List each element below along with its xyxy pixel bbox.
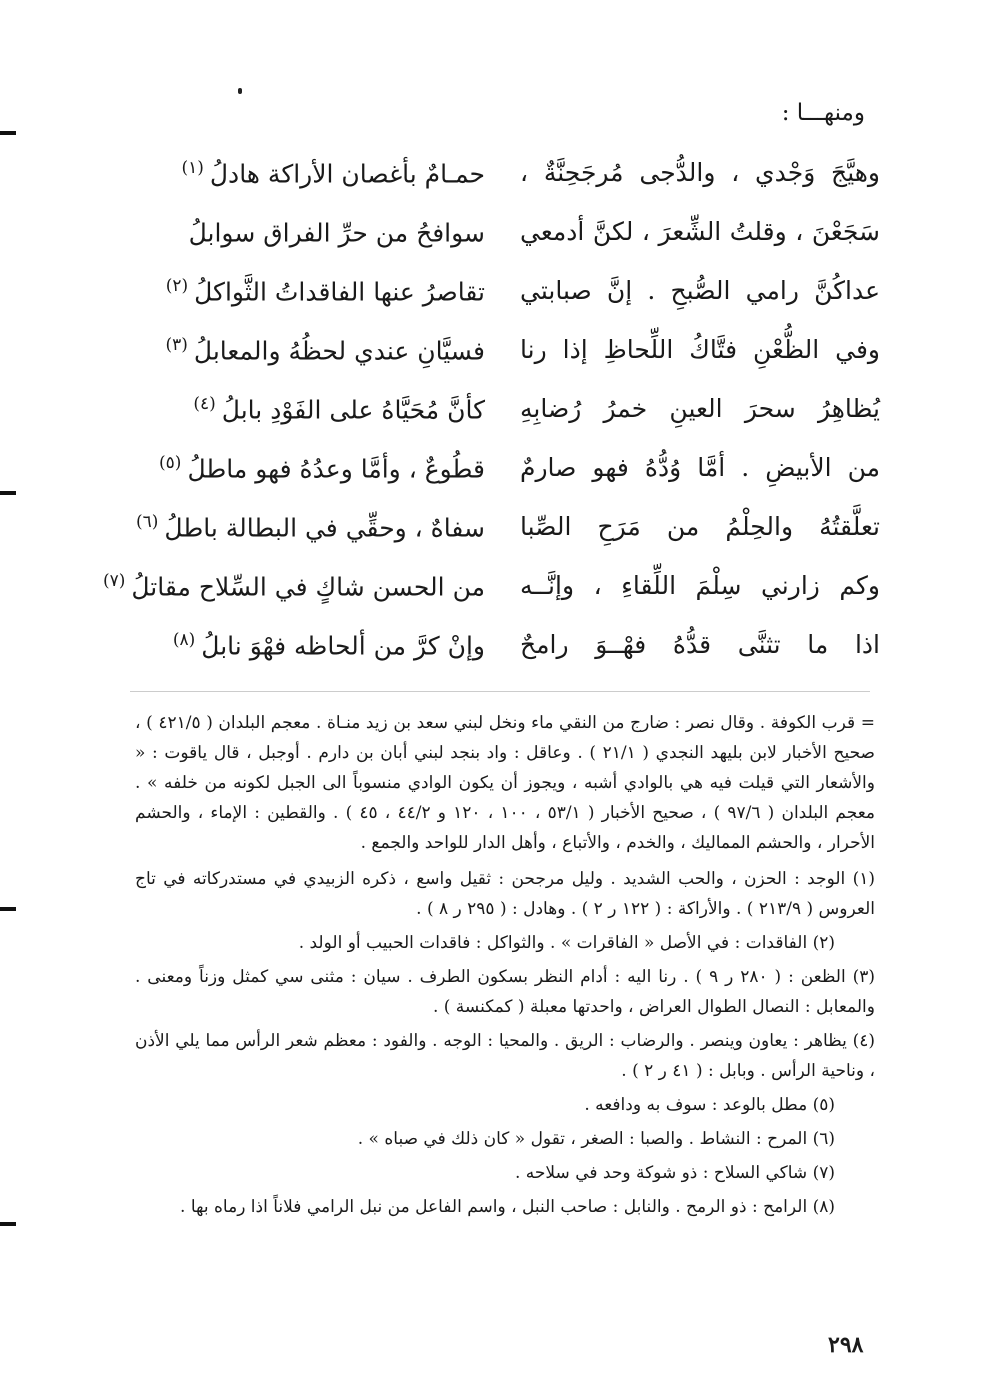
- footnote-ref: (٦): [136, 512, 159, 532]
- verse-text: سفاهٌ ، وحقِّي في البطالة باطلُ: [164, 513, 485, 543]
- verse-first-hemistich: تعلَّقتُهُ والحِلْمُ من مَرَحِ الصِّبا: [520, 512, 880, 541]
- footnote-continued: = قرب الكوفة . وقال نصر : ضارج من النقي ماء ونخل لبني سعد بن زيد منـاة . معجم البلدان ( ٤٢١/٥ ) ، صحيح الأخبار لابن بليهد النجدي ( ٢١/١ ) . وعاقل : واد بنجد لبني أبان بن دارم . أوجبل ، قال ياقوت : « والأشعار التي قيلت فيه هي بالوادي أشبه ، ويجوز أن يكون الوادي منسوباً الى الجبل لكونه من خلفه » . معجم البلدان ( ٩٧/٦ ) ، صحيح الأخبار ( ٥٣/١ ، ١٠٠ ، ١٢٠ و ٤٤/٢ ، ٤٥ ) . والقطين : الإماء ، والحشم الأحرار ، والحشم المماليك ، والخدم ، والأتباع ، وأهل الدار للواحد والجمع .: [135, 713, 876, 853]
- verse-first-hemistich: اذا ما تثنَّى قدُّهُ فهْــوَ رامحٌ: [520, 630, 880, 659]
- footnote-divider: [130, 691, 870, 692]
- verse-line: [100, 327, 880, 386]
- verse-text: تقاصرُ عنها الفاقداتُ الثَّواكلُ: [194, 277, 485, 307]
- verse-second-hemistich: [125, 453, 485, 483]
- verse-first-hemistich: وكم زارني سِلْمَ اللِّقاءِ ، وإنَّــه: [520, 571, 880, 600]
- margin-mark: [0, 907, 16, 911]
- margin-mark: [0, 491, 16, 495]
- verse-first-hemistich: يُظاهِرُ سحرَ العينِ خمرُ رُضابِهِ: [520, 394, 880, 423]
- verse-line: [100, 504, 880, 563]
- verse-text: فسيَّانِ عندي لحظُهُ والمعابلُ: [193, 336, 485, 366]
- verse-line: [100, 268, 880, 327]
- verse-second-hemistich: [125, 158, 485, 188]
- footnote-ref: (٥): [159, 453, 182, 473]
- footnote-6: (٦) المرح : النشاط . والصبا : الصغر ، تقول « كان ذلك في صباه » .: [357, 1129, 835, 1149]
- verse-line: [100, 209, 880, 268]
- verse-second-hemistich: [125, 630, 485, 660]
- footnote-1: (١) الوجد : الحزن ، والحب الشديد . وليل مرجحن : ثقيل واسع ، ذكره الزبيدي في مستدركاته في تاج العروس ( ٢١٣/٩ ) . والأراكة : ( ١٢٢ ر ٢ ) . وهادل : ( ٢٩٥ ر ٨ ) .: [135, 869, 875, 919]
- verse-second-hemistich: [125, 217, 485, 247]
- verse-line: [100, 622, 880, 681]
- verse-line: [100, 563, 880, 622]
- verse-second-hemistich: [125, 394, 485, 424]
- footnote-ref: (٣): [165, 335, 188, 355]
- verse-line: [100, 386, 880, 445]
- verse-second-hemistich: [125, 335, 485, 365]
- verse-first-hemistich: سَجَعْنَ ، وقلتُ الشِّعرَ ، لكنَّ أدمعي: [520, 217, 880, 246]
- footnote-2: (٢) الفاقدات : في الأصل « الفاقرات » . والثواكل : فاقدات الحبيب أو الولد .: [298, 933, 835, 953]
- verse-first-hemistich: من الأبيضِ . أمَّا وُدُّهُ فهو صارمٌ: [520, 453, 880, 482]
- verse-text: قطُوعٌ ، وأمَّا وعدُهُ فهو ماطلُ: [187, 454, 485, 484]
- verse-first-hemistich: وفي الظُّعْنِ فتَّاكُ اللِّحاظِ إذا رنا: [520, 335, 880, 364]
- verse-line: [100, 150, 880, 209]
- footnote-8: (٨) الرامح : ذو الرمح . والنابل : صاحب النبل ، واسم الفاعل من نبل الرامي فلاناً اذا رماه بها .: [180, 1197, 835, 1217]
- footnote-3: (٣) الظعن : ( ٢٨٠ ر ٩ ) . رنا اليه : أدام النظر بسكون الطرف . سيان : مثنى سي كمثل وزناً ومعنى . والمعابل : النصال الطوال العراض ، واحدتها معبلة ( كمكنسة ) .: [135, 967, 875, 1017]
- footnote-5: (٥) مطل بالوعد : سوف به ودافعه .: [584, 1095, 835, 1115]
- margin-mark: [0, 1222, 16, 1226]
- verse-text: كأنَّ مُحَيَّاهُ على الفَوْدِ بابلُ: [221, 395, 485, 425]
- stray-mark: [238, 88, 242, 94]
- verse-line: [100, 445, 880, 504]
- footnote-ref: (٢): [165, 276, 189, 296]
- verse-second-hemistich: [125, 276, 485, 306]
- poem: [100, 150, 880, 681]
- footnote-ref: (٤): [193, 394, 216, 414]
- intro-line: ومنهـــا :: [781, 100, 865, 126]
- verse-text: من الحسن شاكٍ في السِّلاح مقاتلُ: [131, 572, 485, 602]
- verse-text: حمـامٌ بأغصان الأراكة هادلُ: [209, 159, 485, 189]
- footnote-ref: (٨): [172, 630, 196, 650]
- page-number: ٢٩٨: [828, 1332, 864, 1358]
- footnotes: [135, 708, 875, 1226]
- verse-text: سوافحُ من حرِّ الفراق سوابلُ: [188, 218, 485, 248]
- footnote-4: (٤) يظاهر : يعاون وينصر . والرضاب : الريق . والمحيا : الوجه . والفود : معظم شعر الرأس مما يلي الأذن ، وناحية الرأس . وبابل : ( ٤١ ر ٢ ) .: [135, 1031, 875, 1081]
- verse-second-hemistich: [125, 512, 485, 542]
- margin-mark: [0, 131, 16, 135]
- footnote-ref: (١): [181, 158, 204, 178]
- footnote-7: (٧) شاكي السلاح : ذو شوكة وحد في سلاحه .: [514, 1163, 835, 1183]
- verse-text: وإنْ كرَّ من ألحاظه فهْوَ نابلُ: [201, 631, 485, 661]
- verse-first-hemistich: وهيَّجَ وَجْدي ، والدُّجى مُرجَحِنَّةٌ ،: [520, 158, 880, 187]
- footnote-ref: (٧): [102, 571, 126, 591]
- verse-second-hemistich: [102, 571, 485, 602]
- verse-first-hemistich: عداكُنَّ رامي الصُّبحِ . إنَّ صبابتي: [520, 276, 880, 305]
